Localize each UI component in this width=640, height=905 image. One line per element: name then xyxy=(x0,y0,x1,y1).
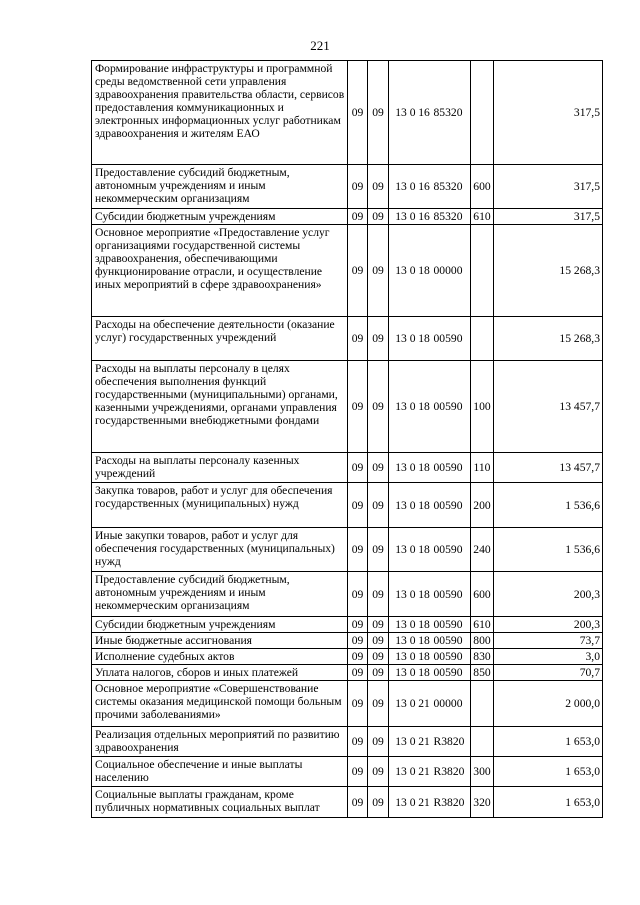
table-row xyxy=(92,528,603,572)
section-code: 09 xyxy=(348,165,368,209)
row-name: Социальные выплаты гражданам, кроме публичных нормативных социальных выплат xyxy=(92,787,348,818)
section-code: 09 xyxy=(348,787,368,818)
program-code: 16 xyxy=(418,61,431,165)
expense-type-code: 240 xyxy=(471,528,494,572)
subsection-code: 09 xyxy=(368,317,389,361)
amount-value: 200,3 xyxy=(494,617,603,633)
amount-value: 1 653,0 xyxy=(494,727,603,757)
target-article-code: 13 0 xyxy=(389,787,418,818)
amount-value: 200,3 xyxy=(494,572,603,617)
amount-value: 1 653,0 xyxy=(494,787,603,818)
expense-type-code xyxy=(471,61,494,165)
amount-value: 15 268,3 xyxy=(494,225,603,317)
row-name: Иные бюджетные ассигнования xyxy=(92,633,348,649)
amount-value: 317,5 xyxy=(494,165,603,209)
section-code: 09 xyxy=(348,681,368,727)
table-row xyxy=(92,61,603,165)
row-name: Формирование инфраструктуры и программной среды ведомственной сети управления здравоохранения правительства области, сервисов предоставления коммуникационных и электронных информационных услуг работникам здравоохранения и жителям ЕАО xyxy=(92,61,348,165)
section-code: 09 xyxy=(348,317,368,361)
program-code: 21 xyxy=(418,787,431,818)
expense-type-code: 830 xyxy=(471,649,494,665)
subsection-code: 09 xyxy=(368,665,389,681)
expense-type-code xyxy=(471,317,494,361)
row-name: Расходы на обеспечение деятельности (оказание услуг) государственных учреждений xyxy=(92,317,348,361)
amount-value: 15 268,3 xyxy=(494,317,603,361)
expense-type-code: 610 xyxy=(471,617,494,633)
amount-value: 317,5 xyxy=(494,209,603,225)
amount-value: 2 000,0 xyxy=(494,681,603,727)
program-code: 18 xyxy=(418,483,431,528)
program-code: 18 xyxy=(418,317,431,361)
table-row xyxy=(92,787,603,818)
target-article-code: 13 0 xyxy=(389,225,418,317)
table-row xyxy=(92,572,603,617)
expense-direction-code: 00590 xyxy=(431,483,471,528)
program-code: 21 xyxy=(418,681,431,727)
section-code: 09 xyxy=(348,757,368,787)
expense-direction-code: 00590 xyxy=(431,572,471,617)
expense-direction-code: 00000 xyxy=(431,681,471,727)
row-name: Расходы на выплаты персоналу казенных учреждений xyxy=(92,453,348,483)
expense-type-code xyxy=(471,727,494,757)
target-article-code: 13 0 xyxy=(389,361,418,453)
expense-direction-code: 00590 xyxy=(431,617,471,633)
row-name: Уплата налогов, сборов и иных платежей xyxy=(92,665,348,681)
expense-direction-code: 00590 xyxy=(431,665,471,681)
subsection-code: 09 xyxy=(368,361,389,453)
page-number: 221 xyxy=(310,38,330,53)
section-code: 09 xyxy=(348,633,368,649)
expense-direction-code: R3820 xyxy=(431,757,471,787)
subsection-code: 09 xyxy=(368,61,389,165)
amount-value: 13 457,7 xyxy=(494,361,603,453)
amount-value: 13 457,7 xyxy=(494,453,603,483)
program-code: 18 xyxy=(418,634,430,647)
section-code: 09 xyxy=(348,483,368,528)
section-code: 09 xyxy=(348,209,368,225)
row-name: Предоставление субсидий бюджетным, автономным учреждениям и иным некоммерческим организациям xyxy=(92,572,348,617)
target-article-code: 13 0 xyxy=(389,61,418,165)
section-code: 09 xyxy=(348,727,368,757)
expense-type-code: 610 xyxy=(471,209,494,225)
expense-type-code: 600 xyxy=(471,165,494,209)
expense-direction-code: 85320 xyxy=(431,61,471,165)
table-row xyxy=(92,209,603,225)
program-code: 18 xyxy=(418,666,430,679)
section-code: 09 xyxy=(348,649,368,665)
expense-type-code: 300 xyxy=(471,757,494,787)
table-row xyxy=(92,453,603,483)
subsection-code: 09 xyxy=(368,727,389,757)
section-code: 09 xyxy=(348,665,368,681)
table-row xyxy=(92,165,603,209)
target-article-code: 13 0 xyxy=(389,528,418,572)
row-name: Расходы на выплаты персоналу в целях обеспечения выполнения функций государственными (муниципальными) органами, казенными учреждениями, органами управления государственными внебюджетными фондами xyxy=(92,361,348,453)
expense-type-code: 320 xyxy=(471,787,494,818)
program-code: 18 xyxy=(418,528,431,572)
program-code: 18 xyxy=(418,361,431,453)
section-code: 09 xyxy=(348,361,368,453)
expense-direction-code: 85320 xyxy=(431,165,471,209)
expense-type-code: 200 xyxy=(471,483,494,528)
subsection-code: 09 xyxy=(368,649,389,665)
section-code: 09 xyxy=(348,528,368,572)
subsection-code: 09 xyxy=(368,225,389,317)
row-name: Закупка товаров, работ и услуг для обеспечения государственных (муниципальных) нужд xyxy=(92,483,348,528)
target-article-code: 13 0 xyxy=(389,727,418,757)
row-name: Социальное обеспечение и иные выплаты населению xyxy=(92,757,348,787)
row-name: Субсидии бюджетным учреждениям xyxy=(92,617,348,633)
expense-direction-code: 00590 xyxy=(431,649,471,665)
table-row xyxy=(92,225,603,317)
row-name: Исполнение судебных актов xyxy=(92,649,348,665)
table-row xyxy=(92,617,603,633)
target-article-code: 13 0 xyxy=(389,483,418,528)
table-row xyxy=(92,665,603,681)
row-name: Реализация отдельных мероприятий по развитию здравоохранения xyxy=(92,727,348,757)
expense-type-code xyxy=(471,681,494,727)
target-article-code: 13 0 xyxy=(389,681,418,727)
amount-value: 70,7 xyxy=(494,665,603,681)
amount-value: 3,0 xyxy=(494,649,603,665)
table-row xyxy=(92,361,603,453)
section-code: 09 xyxy=(348,572,368,617)
table-row xyxy=(92,483,603,528)
target-article-code: 13 0 xyxy=(389,617,418,633)
table-body xyxy=(92,61,603,818)
subsection-code: 09 xyxy=(368,757,389,787)
subsection-code: 09 xyxy=(368,633,389,649)
target-article-code: 13 0 xyxy=(389,453,418,483)
table-row xyxy=(92,727,603,757)
program-code: 18 xyxy=(418,572,431,617)
row-name: Основное мероприятие «Предоставление услуг организациями государственной системы здравоохранения, обеспечивающими функционирование отрасли, и осуществление иных мероприятий в сфере здравоохранения» xyxy=(92,225,348,317)
subsection-code: 09 xyxy=(368,453,389,483)
table-row xyxy=(92,633,603,649)
expense-direction-code: R3820 xyxy=(431,787,471,818)
expense-direction-code: R3820 xyxy=(431,727,471,757)
subsection-code: 09 xyxy=(368,787,389,818)
expense-type-code: 850 xyxy=(471,665,494,681)
target-article-code: 13 0 xyxy=(389,572,418,617)
expense-type-code xyxy=(471,225,494,317)
table-row xyxy=(92,649,603,665)
expense-direction-code: 00590 xyxy=(431,361,471,453)
table-row xyxy=(92,681,603,727)
program-code: 16 xyxy=(418,165,431,209)
program-code: 18 xyxy=(418,650,430,663)
expense-type-code: 100 xyxy=(471,361,494,453)
row-name: Основное мероприятие «Совершенствование системы оказания медицинской помощи больным прочими заболеваниями» xyxy=(92,681,348,727)
section-code: 09 xyxy=(348,617,368,633)
amount-value: 1 653,0 xyxy=(494,757,603,787)
program-code: 21 xyxy=(418,727,431,757)
subsection-code: 09 xyxy=(368,681,389,727)
target-article-code: 13 0 xyxy=(389,665,418,681)
expense-direction-code: 00590 xyxy=(431,528,471,572)
section-code: 09 xyxy=(348,453,368,483)
row-name: Предоставление субсидий бюджетным, автономным учреждениям и иным некоммерческим организациям xyxy=(92,165,348,209)
subsection-code: 09 xyxy=(368,572,389,617)
target-article-code: 13 0 xyxy=(389,633,418,649)
table-row xyxy=(92,317,603,361)
program-code: 18 xyxy=(418,225,431,317)
subsection-code: 09 xyxy=(368,483,389,528)
amount-value: 1 536,6 xyxy=(494,483,603,528)
target-article-code: 13 0 xyxy=(389,757,418,787)
budget-table xyxy=(91,60,603,818)
program-code: 18 xyxy=(418,453,431,483)
program-code: 16 xyxy=(418,210,430,223)
program-code: 21 xyxy=(418,757,431,787)
expense-type-code: 800 xyxy=(471,633,494,649)
program-code: 18 xyxy=(418,618,430,631)
expense-direction-code: 00590 xyxy=(431,453,471,483)
table-row xyxy=(92,757,603,787)
subsection-code: 09 xyxy=(368,528,389,572)
target-article-code: 13 0 xyxy=(389,165,418,209)
target-article-code: 13 0 xyxy=(389,209,418,225)
subsection-code: 09 xyxy=(368,209,389,225)
expense-direction-code: 00590 xyxy=(431,317,471,361)
expense-type-code: 600 xyxy=(471,572,494,617)
amount-value: 73,7 xyxy=(494,633,603,649)
section-code: 09 xyxy=(348,61,368,165)
row-name: Иные закупки товаров, работ и услуг для обеспечения государственных (муниципальных) нужд xyxy=(92,528,348,572)
target-article-code: 13 0 xyxy=(389,649,418,665)
expense-direction-code: 00590 xyxy=(431,633,471,649)
expense-type-code: 110 xyxy=(471,453,494,483)
expense-direction-code: 85320 xyxy=(431,209,471,225)
expense-direction-code: 00000 xyxy=(431,225,471,317)
amount-value: 317,5 xyxy=(494,61,603,165)
section-code: 09 xyxy=(348,225,368,317)
target-article-code: 13 0 xyxy=(389,317,418,361)
subsection-code: 09 xyxy=(368,617,389,633)
subsection-code: 09 xyxy=(368,165,389,209)
amount-value: 1 536,6 xyxy=(494,528,603,572)
row-name: Субсидии бюджетным учреждениям xyxy=(92,209,348,225)
